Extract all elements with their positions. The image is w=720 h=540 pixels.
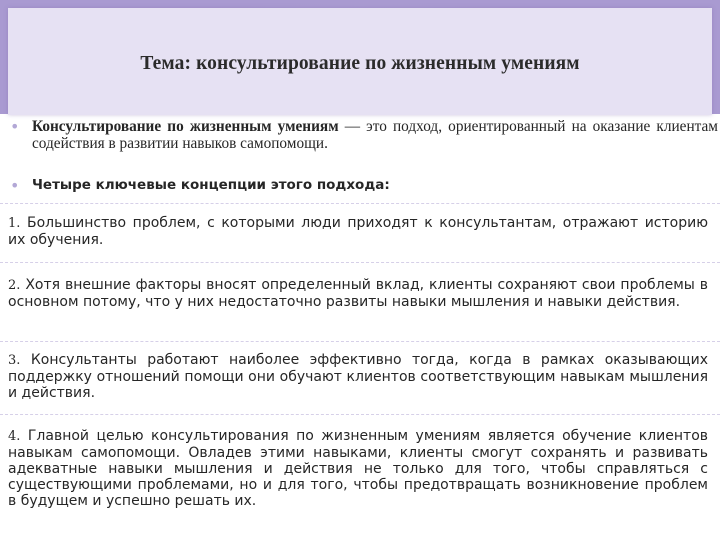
concept-text: Главной целью консультирования по жизненным умениям является обучение клиентов навыкам самопомощи. Овладев этими навыками, клиенты смогут сохранять и развивать адекватные навыки мышления и действия не только для того, чтобы справляться с существующими проблемами, но и для того, чтобы предотвращать возникновение проблем в будущем и успешно решать их. bbox=[8, 428, 709, 509]
divider bbox=[0, 341, 720, 342]
concept-text: Консультанты работают наиболее эффективно тогда, когда в рамках оказывающих поддержку отношений помощи они обучают клиентов соответствующим навыкам мышления и действия. bbox=[8, 352, 708, 401]
divider bbox=[0, 262, 720, 263]
bullet-text bbox=[32, 118, 718, 152]
concept-item-3 bbox=[8, 352, 708, 401]
concept-item-2 bbox=[8, 277, 708, 310]
concept-item-1 bbox=[8, 215, 708, 248]
concept-text: Хотя внешние факторы вносят определенный вклад, клиенты сохраняют свои проблемы в основном потому, что у них недостаточно развиты навыки мышления и навыки действия. bbox=[8, 277, 708, 310]
concept-number: 2. bbox=[8, 278, 21, 293]
concept-text: Большинство проблем, с которыми люди приходят к консультантам, отражают историю их обучения. bbox=[8, 215, 708, 248]
bullet-text: Четыре ключевые концепции этого подхода: bbox=[32, 177, 390, 193]
divider bbox=[0, 414, 720, 415]
concept-item-4 bbox=[8, 428, 708, 509]
bullet-marker: • bbox=[10, 117, 20, 136]
concept-number: 1. bbox=[8, 216, 21, 231]
bullet-definition: — это подход, ориентированный на оказание клиентам содействия в развитии навыков самопомощи. bbox=[32, 118, 718, 152]
bullet-bold-term: Консультирование по жизненным умениям bbox=[32, 118, 339, 135]
concept-number: 3. bbox=[8, 353, 21, 368]
slide-title: Тема: консультирование по жизненным умениям bbox=[140, 53, 580, 74]
divider bbox=[0, 203, 720, 204]
bullet-marker: • bbox=[10, 176, 20, 195]
concept-number: 4. bbox=[8, 429, 21, 444]
